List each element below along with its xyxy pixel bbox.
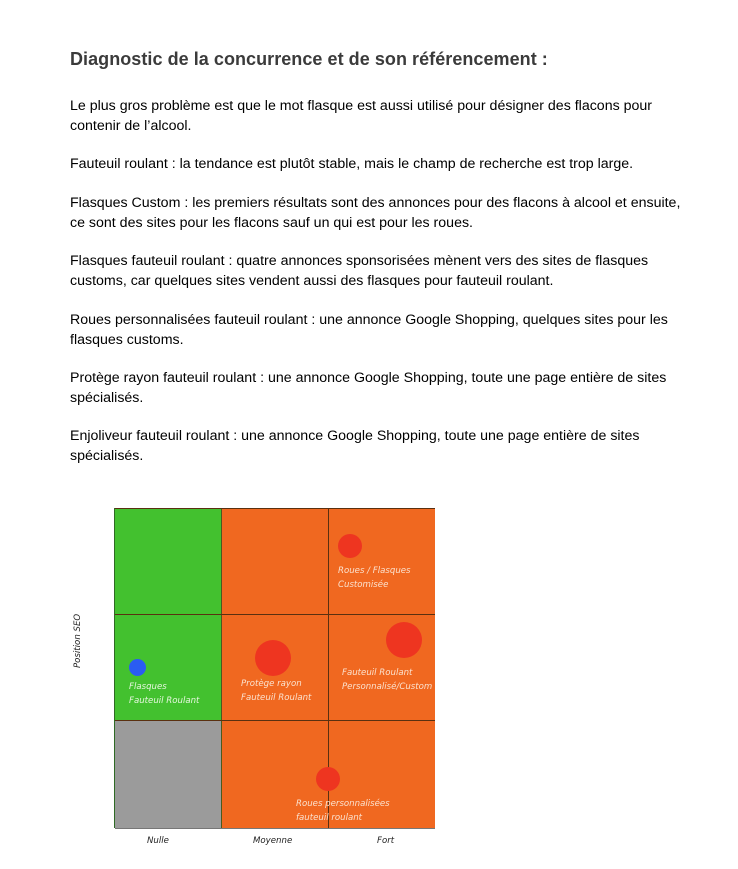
paragraph-enjoliveur: Enjoliveur fauteuil roulant : une annonce Google Shopping, toute une page entière de sites spécialisés. [70,428,640,464]
label-line: Customisée [338,580,389,590]
dot-roues-personnalisees [316,767,340,791]
grid-line [115,720,435,721]
paragraph-fauteuil-roulant: Fauteuil roulant : la tendance est plutôt stable, mais le champ de recherche est trop large. [70,156,634,172]
label-line: Personnalisé/Custom [342,682,433,692]
dot-fauteuil-roulant-personnalise [386,622,422,658]
cell-fort-top [329,508,435,615]
x-axis-label-moyenne: Moyenne [253,836,293,846]
page-title: Diagnostic de la concurrence et de son référencement : [70,49,548,69]
paragraph-protege-rayon: Protège rayon fauteuil roulant : une annonce Google Shopping, toute une page entière de sites spécialisés. [70,370,667,406]
label-line: Roues personnalisées [296,799,390,809]
label-line: fauteuil roulant [296,813,363,823]
grid-line [221,508,222,828]
paragraph-intro: Le plus gros problème est que le mot flasque est aussi utilisé pour désigner des flacons pour contenir de l’alcool. [70,98,653,134]
paragraph-flasques-custom: Flasques Custom : les premiers résultats sont des annonces pour des flacons à alcool et ensuite, ce sont des sites pour les flacons sauf un qui est pour les roues. [70,195,681,231]
grid-line [115,828,435,829]
label-line: Fauteuil Roulant [241,693,312,703]
dot-flasques-fauteuil-roulant [129,659,146,676]
grid-line [115,508,435,509]
label-line: Protège rayon [241,679,302,689]
x-axis-label-nulle: Nulle [147,836,169,846]
cell-nulle-bottom [115,721,222,828]
y-axis-label: Position SEO [73,613,83,668]
paragraph-flasques-fauteuil: Flasques fauteuil roulant : quatre annonces sponsorisées mènent vers des sites de flasques customs, car quelques sites vendent aussi des flasques pour fauteuil roulant. [70,253,649,289]
grid-line [115,614,435,615]
label-roues-personnalisees [296,797,390,825]
label-flasques-fauteuil-roulant [129,680,199,708]
label-roues-flasques-customisee [338,564,411,592]
label-fauteuil-roulant-personnalise [342,666,432,694]
label-protege-rayon [241,677,311,705]
x-axis-label-fort: Fort [377,836,395,846]
cell-moyenne-top [222,508,329,615]
label-line: Fauteuil Roulant [129,696,200,706]
grid-line [114,508,115,828]
label-line: Roues / Flasques [338,566,411,576]
dot-protege-rayon [255,640,291,676]
paragraph-roues-personnalisees: Roues personnalisées fauteuil roulant : une annonce Google Shopping, quelques sites pour les flasques customs. [70,312,668,348]
label-line: Fauteuil Roulant [342,668,413,678]
cell-nulle-top [115,508,222,615]
label-line: Flasques [129,682,167,692]
dot-roues-flasques-customisee [338,534,362,558]
